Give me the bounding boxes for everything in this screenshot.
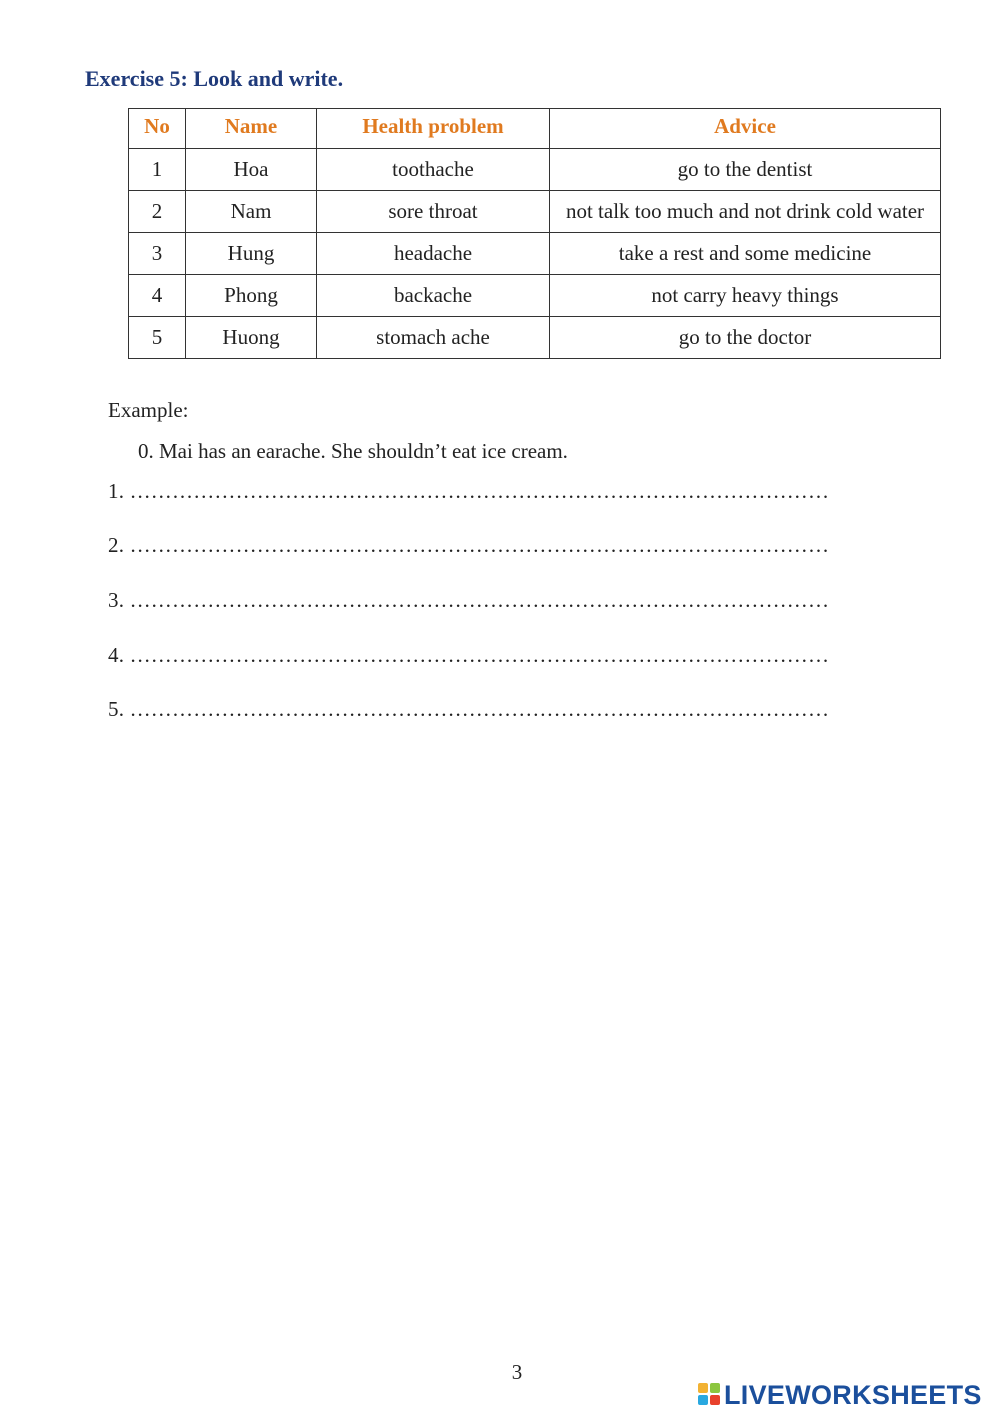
answer-line-5[interactable]: 5. ……………………………………………………………………………………… [108, 697, 830, 721]
cell-advice: take a rest and some medicine [550, 233, 941, 275]
header-advice: Advice [550, 109, 941, 149]
answer-line-3[interactable]: 3. ……………………………………………………………………………………… [108, 588, 830, 612]
cell-name: Hung [186, 233, 317, 275]
cell-no: 4 [129, 275, 186, 317]
answer-line-2[interactable]: 2. ……………………………………………………………………………………… [108, 533, 830, 557]
header-no: No [129, 109, 186, 149]
cell-advice: go to the doctor [550, 317, 941, 359]
answer-line-1[interactable]: 1. ……………………………………………………………………………………… [108, 479, 830, 503]
cell-advice: not talk too much and not drink cold water [550, 191, 941, 233]
table-row [129, 317, 941, 359]
brand-name: LIVEWORKSHEETS [724, 1379, 982, 1410]
cell-problem: backache [317, 275, 550, 317]
cell-name: Huong [186, 317, 317, 359]
exercise-title: Exercise 5: Look and write. [85, 66, 344, 91]
cell-problem: stomach ache [317, 317, 550, 359]
cell-advice: not carry heavy things [550, 275, 941, 317]
answer-line-4[interactable]: 4. ……………………………………………………………………………………… [108, 643, 830, 667]
cell-problem: headache [317, 233, 550, 275]
cell-advice: go to the dentist [550, 149, 941, 191]
header-name: Name [186, 109, 317, 149]
cell-no: 1 [129, 149, 186, 191]
table-row [129, 233, 941, 275]
liveworksheets-logo-icon [698, 1383, 720, 1407]
cell-name: Hoa [186, 149, 317, 191]
header-health-problem: Health problem [317, 109, 550, 149]
cell-no: 5 [129, 317, 186, 359]
cell-problem: sore throat [317, 191, 550, 233]
cell-name: Phong [186, 275, 317, 317]
example-sentence: 0. Mai has an earache. She shouldn’t eat ice cream. [138, 439, 568, 463]
table-row [129, 149, 941, 191]
table-header-row [129, 109, 941, 149]
table-row [129, 275, 941, 317]
cell-problem: toothache [317, 149, 550, 191]
page-number: 3 [511, 1360, 523, 1384]
cell-no: 3 [129, 233, 186, 275]
example-label: Example: [108, 398, 189, 422]
liveworksheets-brand[interactable] [698, 1378, 982, 1412]
health-table [128, 108, 941, 359]
table-row [129, 191, 941, 233]
cell-no: 2 [129, 191, 186, 233]
cell-name: Nam [186, 191, 317, 233]
